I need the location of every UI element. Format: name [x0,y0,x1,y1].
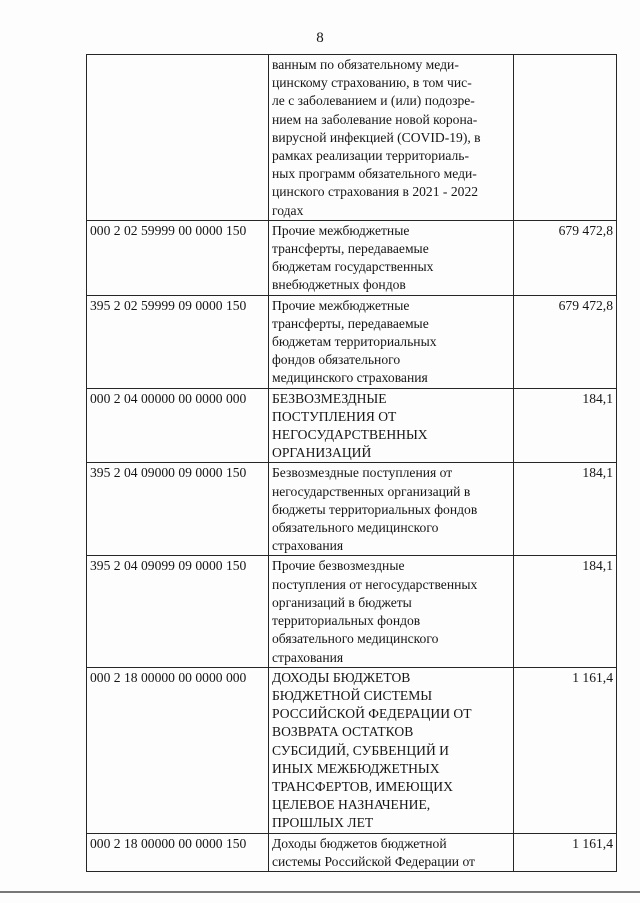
revenue-name-line: фондов обязательного [272,352,401,368]
revenue-name-line: трансферты, передаваемые [272,241,429,257]
revenue-name-line: БЮДЖЕТНОЙ СИСТЕМЫ [272,687,433,703]
revenue-name-line: страхования [272,649,344,665]
revenue-name-line: негосударственных организаций в [272,483,471,499]
revenue-name-line: ЦЕЛЕВОЕ НАЗНАЧЕНИЕ, [272,797,431,813]
revenue-name [269,55,514,221]
revenue-name-line: нием на заболевание новой корона- [272,111,478,127]
revenue-name-line: бюджетам государственных [272,259,434,275]
revenue-name-line: Прочие межбюджетные [272,297,410,313]
revenue-name-line: трансферты, передаваемые [272,315,429,331]
budget-classification-code: 395 2 04 09000 09 0000 150 [87,463,269,556]
revenue-name-line: медицинского страхования [272,370,428,386]
revenue-name [269,388,514,463]
table-row [87,667,617,833]
revenue-name-line: ванным по обязательному меди- [272,57,459,72]
revenue-name-line: страхования [272,538,344,554]
amount: 679 472,8 [514,220,617,295]
revenue-name-line: поступления от негосударственных [272,576,478,592]
revenue-name-line: ВОЗВРАТА ОСТАТКОВ [272,724,414,740]
budget-classification-code: 000 2 04 00000 00 0000 000 [87,388,269,463]
revenue-name-line: внебюджетных фондов [272,277,406,293]
revenue-name-line: Доходы бюджетов бюджетной [272,835,447,851]
amount: 184,1 [514,556,617,667]
table-row [87,833,617,871]
revenue-name-line: организаций в бюджеты [272,594,412,610]
page-number: 8 [316,30,324,46]
amount: 1 161,4 [514,667,617,833]
revenue-name-line: Прочие безвозмездные [272,558,405,574]
amount: 184,1 [514,388,617,463]
revenue-name-line: рамках реализации территориаль- [272,148,470,164]
revenue-name-line: ОРГАНИЗАЦИЙ [272,445,372,461]
revenue-name-line: ПОСТУПЛЕНИЯ ОТ [272,408,397,424]
revenue-name-line: системы Российской Федерации от [272,853,475,869]
revenue-name [269,463,514,556]
revenue-name-line: НЕГОСУДАРСТВЕННЫХ [272,427,428,443]
amount: 1 161,4 [514,833,617,871]
revenue-name-line: ле с заболеванием и (или) подозре- [272,93,475,109]
revenue-name-line: ДОХОДЫ БЮДЖЕТОВ [272,669,411,685]
revenue-name [269,220,514,295]
budget-classification-code: 395 2 02 59999 09 0000 150 [87,295,269,388]
revenue-name-line: обязательного медицинского [272,631,439,647]
revenue-name-line: БЕЗВОЗМЕЗДНЫЕ [272,390,387,406]
revenue-name [269,556,514,667]
table-row [87,556,617,667]
table-row [87,55,617,221]
budget-classification-code [87,55,269,221]
budget-revenue-table [86,54,617,872]
amount: 679 472,8 [514,295,617,388]
table-row [87,463,617,556]
revenue-name-line: территориальных фондов [272,613,421,629]
amount: 184,1 [514,463,617,556]
table-row [87,295,617,388]
revenue-name-line: бюджетам территориальных [272,334,437,350]
revenue-name [269,667,514,833]
revenue-name-line: ПРОШЛЫХ ЛЕТ [272,815,374,831]
table-row [87,388,617,463]
revenue-name-line: годах [272,202,304,218]
revenue-name-line: РОССИЙСКОЙ ФЕДЕРАЦИИ ОТ [272,706,472,722]
revenue-name-line: бюджеты территориальных фондов [272,501,478,517]
budget-classification-code: 000 2 18 00000 00 0000 150 [87,833,269,871]
revenue-name-line: ТРАНСФЕРТОВ, ИМЕЮЩИХ [272,778,453,794]
revenue-name-line: СУБСИДИЙ, СУБВЕНЦИЙ И [272,742,449,758]
revenue-name-line: цинскому страхованию, в том чис- [272,75,472,91]
revenue-name-line: вирусной инфекцией (COVID-19), в [272,129,481,145]
revenue-name-line: Прочие межбюджетные [272,222,410,238]
amount [514,55,617,221]
revenue-name-line: ных программ обязательного меди- [272,166,477,182]
page-bottom-rule [0,891,640,893]
budget-classification-code: 000 2 02 59999 00 0000 150 [87,220,269,295]
revenue-name [269,833,514,871]
table-row [87,220,617,295]
revenue-name-line: цинского страхования в 2021 - 2022 [272,184,479,200]
revenue-name-line: обязательного медицинского [272,520,439,536]
revenue-name-line: Безвозмездные поступления от [272,465,453,481]
budget-classification-code: 395 2 04 09099 09 0000 150 [87,556,269,667]
revenue-name-line: ИНЫХ МЕЖБЮДЖЕТНЫХ [272,760,440,776]
budget-classification-code: 000 2 18 00000 00 0000 000 [87,667,269,833]
revenue-name [269,295,514,388]
